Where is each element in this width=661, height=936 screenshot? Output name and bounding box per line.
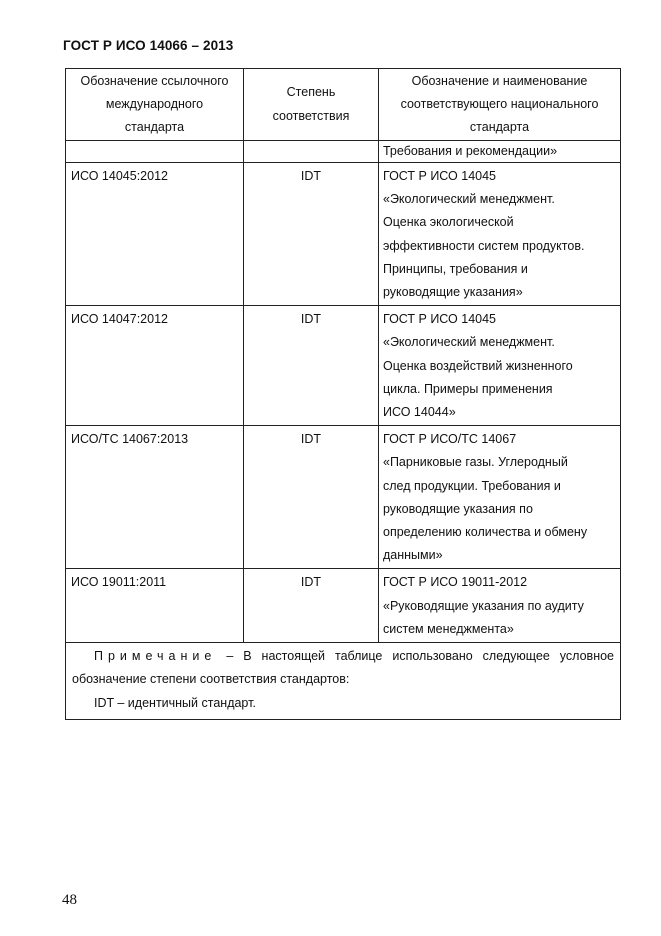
- table-row: [66, 569, 621, 643]
- page-number: 48: [62, 892, 77, 908]
- cell-line: эффективности систем продуктов.: [383, 238, 585, 253]
- table-row: [66, 426, 621, 569]
- cell-line: цикла. Примеры применения: [383, 381, 553, 396]
- cell-line: ГОСТ Р ИСО 14045: [383, 312, 497, 327]
- table-header-row: [66, 69, 621, 141]
- cell-reference: ИСО 14045:2012: [66, 163, 244, 306]
- correspondence-table: [65, 68, 621, 720]
- cell-line: «Парниковые газы. Углеродный: [383, 455, 568, 470]
- header-line: международного: [105, 96, 204, 111]
- table-row: [66, 306, 621, 426]
- note-text-continuation: обозначение степени соответствия стандартов:: [72, 672, 350, 687]
- cell-line: Принципы, требования и: [383, 261, 528, 276]
- header-reference-standard: [66, 69, 244, 141]
- header-line: соответствия: [272, 108, 350, 123]
- cell-reference: [66, 141, 244, 163]
- cell-line: ИСО 14044»: [383, 405, 456, 420]
- cell-degree: [244, 141, 379, 163]
- cell-reference: ИСО 19011:2011: [66, 569, 244, 643]
- header-line: соответствующего национального: [400, 96, 599, 111]
- cell-line: систем менеджмента»: [383, 621, 514, 636]
- cell-line: Оценка воздействий жизненного: [383, 358, 573, 373]
- cell-national: [379, 426, 621, 569]
- cell-line: «Руководящие указания по аудиту: [383, 598, 584, 613]
- cell-line: «Экологический менеджмент.: [383, 192, 555, 207]
- cell-degree: IDT: [244, 306, 379, 426]
- cell-degree: IDT: [244, 569, 379, 643]
- table-row-continuation: [66, 141, 621, 163]
- header-degree: [244, 69, 379, 141]
- cell-line: Оценка экологической: [383, 215, 514, 230]
- table-note-row: [66, 643, 621, 720]
- note-legend: IDT – идентичный стандарт.: [94, 695, 256, 710]
- note-first-line: [72, 645, 614, 668]
- cell-reference: ИСО 14047:2012: [66, 306, 244, 426]
- cell-line: руководящие указания»: [383, 285, 523, 300]
- cell-line: ГОСТ Р ИСО 19011-2012: [383, 575, 528, 590]
- header-line: стандарта: [469, 120, 530, 135]
- cell-line: руководящие указания по: [383, 501, 533, 516]
- document-header: ГОСТ Р ИСО 14066 – 2013: [63, 38, 234, 53]
- cell-line: определению количества и обмену: [383, 525, 588, 540]
- cell-national: [379, 306, 621, 426]
- cell-line: след продукции. Требования и: [383, 478, 561, 493]
- header-line: Степень: [286, 85, 336, 100]
- header-national-standard: [379, 69, 621, 141]
- table-note: [66, 643, 621, 720]
- header-line: Обозначение ссылочного: [80, 73, 229, 88]
- cell-line: ГОСТ Р ИСО 14045: [383, 169, 497, 183]
- cell-line: данными»: [383, 548, 443, 563]
- note-text-start: – В настоящей таблице использовано следующее условное: [216, 649, 614, 664]
- cell-reference: ИСО/ТС 14067:2013: [66, 426, 244, 569]
- cell-degree: IDT: [244, 163, 379, 306]
- cell-national: Требования и рекомендации»: [379, 141, 621, 163]
- cell-line: «Экологический менеджмент.: [383, 335, 555, 350]
- header-line: Обозначение и наименование: [411, 73, 588, 88]
- cell-national: [379, 163, 621, 306]
- table-row: [66, 163, 621, 306]
- cell-degree: IDT: [244, 426, 379, 569]
- note-label: Примечание: [94, 649, 217, 664]
- cell-national: [379, 569, 621, 643]
- header-line: стандарта: [124, 120, 185, 135]
- cell-line: ГОСТ Р ИСО/ТС 14067: [383, 432, 517, 447]
